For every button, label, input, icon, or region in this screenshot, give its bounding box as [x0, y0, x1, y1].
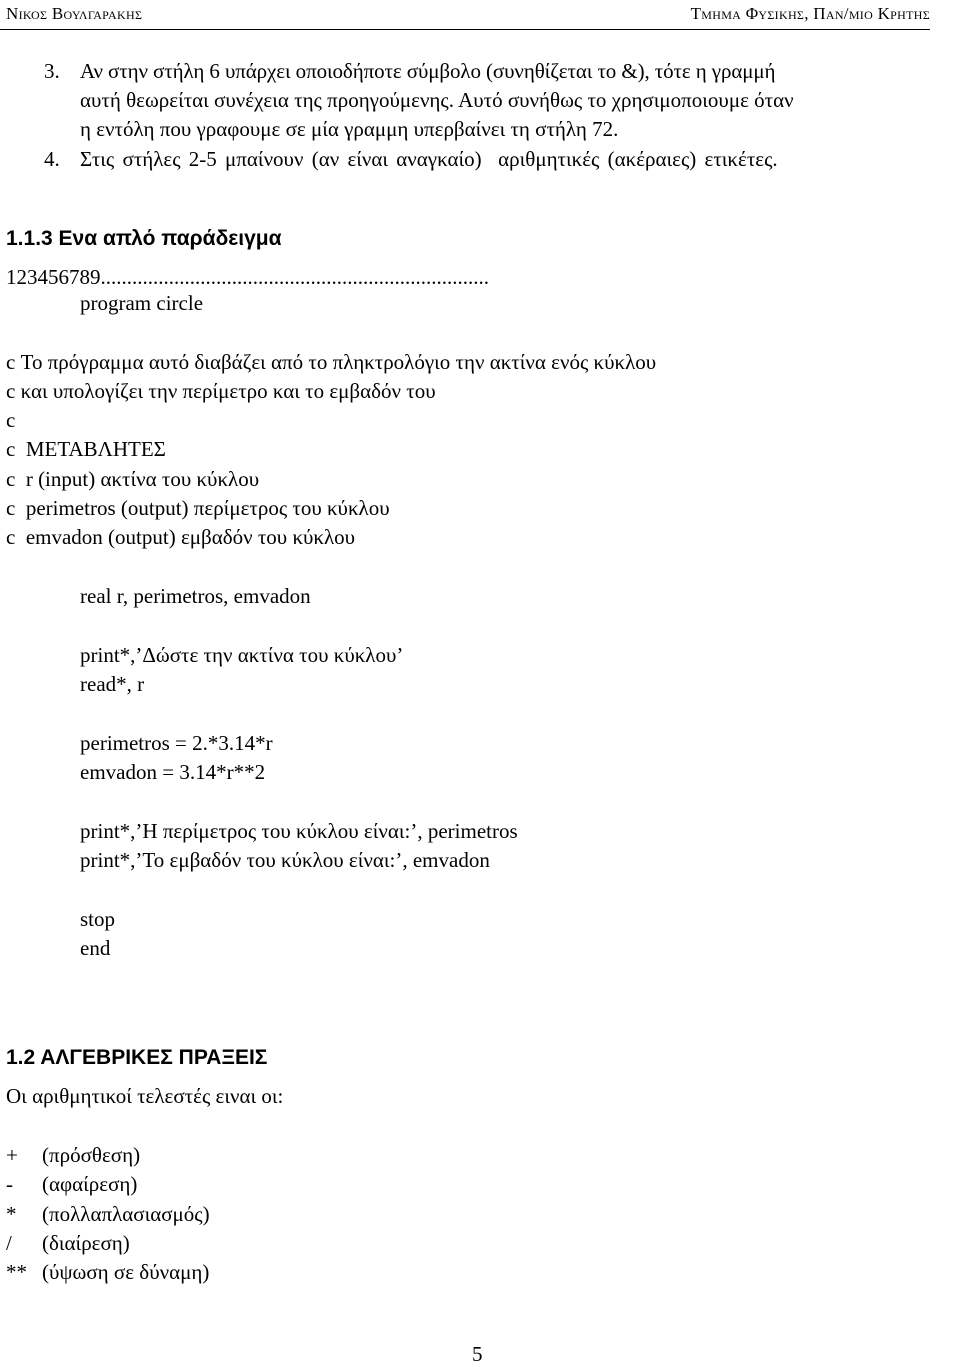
- operator-symbol: **: [6, 1260, 27, 1284]
- section-heading-1-2: 1.2 ΑΛΓΕΒΡΙΚΕΣ ΠΡΑΞΕΙΣ: [6, 1046, 268, 1069]
- list-item-3-line-2: αυτή θεωρείται συνέχεια της προηγούμενης. Αυτό συνήθως το χρησιμοποιουμε όταν: [80, 88, 794, 112]
- author-name: Νικος Βουλγαρακης: [6, 4, 143, 23]
- operator-description: (διαίρεση): [42, 1231, 130, 1255]
- header-rule: [0, 29, 930, 30]
- code-line-print-area: print*,’Το εμβαδόν του κύκλου είναι:’, emvadon: [80, 848, 490, 872]
- code-line-area: emvadon = 3.14*r**2: [80, 760, 266, 784]
- code-line-print-perimeter: print*,’Η περίμετρος του κύκλου είναι:’, perimetros: [80, 819, 518, 843]
- code-comment-line: c: [6, 408, 16, 432]
- code-line-end: end: [80, 936, 111, 960]
- department-name: Τμημα Φυσικης, Παν/μιο Κρητης: [690, 4, 930, 23]
- column-ruler: 123456789..........................................................................: [6, 265, 489, 289]
- code-line-print-prompt: print*,’Δώστε την ακτίνα του κύκλου’: [80, 643, 404, 667]
- list-item-number-4: 4.: [44, 147, 60, 171]
- page-number: 5: [472, 1342, 483, 1366]
- list-item-4-line-1: Στις στήλες 2-5 μπαίνουν (αν είναι αναγκαίο) αριθμητικές (ακέραιες) ετικέτες.: [80, 147, 778, 171]
- code-line-perimeter: perimetros = 2.*3.14*r: [80, 731, 273, 755]
- running-header: [0, 2, 930, 28]
- code-comment-line: c Το πρόγραμμα αυτό διαβάζει από το πληκτρολόγιο την ακτίνα ενός κύκλου: [6, 350, 657, 374]
- operator-description: (ύψωση σε δύναμη): [42, 1260, 210, 1284]
- code-comment-line: c perimetros (output) περίμετρος του κύκλου: [6, 496, 390, 520]
- section-intro: Οι αριθμητικοί τελεστές ειναι οι:: [6, 1084, 284, 1108]
- operator-symbol: *: [6, 1202, 17, 1226]
- list-item-number-3: 3.: [44, 59, 60, 83]
- operator-symbol: /: [6, 1231, 12, 1255]
- operator-description: (πρόσθεση): [42, 1143, 141, 1167]
- operator-symbol: -: [6, 1172, 13, 1196]
- operator-description: (αφαίρεση): [42, 1172, 138, 1196]
- code-line-read: read*, r: [80, 672, 145, 696]
- operator-symbol: +: [6, 1143, 18, 1167]
- section-heading-1-1-3: 1.1.3 Ενα απλό παράδειγμα: [6, 227, 282, 250]
- list-item-3-line-3: η εντόλη που γραφουμε σε μία γραμμη υπερβαίνει τη στήλη 72.: [80, 117, 619, 141]
- code-line-stop: stop: [80, 907, 116, 931]
- code-comment-line: c και υπολογίζει την περίμετρο και το εμβαδόν του: [6, 379, 436, 403]
- code-comment-line: c r (input) ακτίνα του κύκλου: [6, 467, 260, 491]
- code-line-program: program circle: [80, 291, 204, 315]
- list-item-3-line-1: Αν στην στήλη 6 υπάρχει οποιοδήποτε σύμβολο (συνηθίζεται το &), τότε η γραμμή: [80, 59, 776, 83]
- code-comment-line: c emvadon (output) εμβαδόν του κύκλου: [6, 525, 356, 549]
- code-comment-line: c ΜΕΤΑΒΛΗΤΕΣ: [6, 437, 166, 461]
- code-line-declaration: real r, perimetros, emvadon: [80, 584, 311, 608]
- operator-description: (πολλαπλασιασμός): [42, 1202, 210, 1226]
